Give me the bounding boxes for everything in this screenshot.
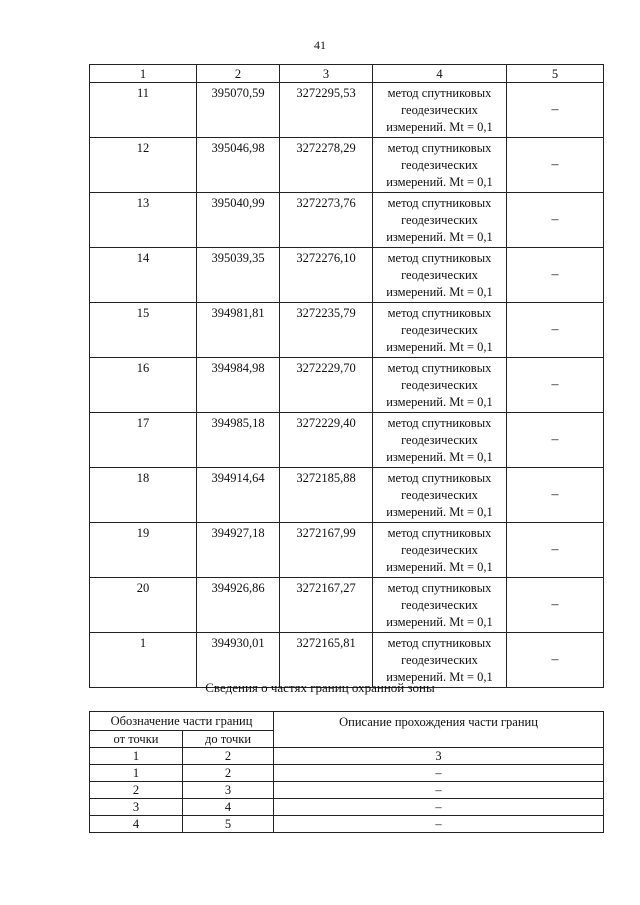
x-coordinate-cell: 394914,64	[197, 468, 280, 523]
method-line: метод спутниковых	[387, 361, 492, 375]
boundary-parts-table	[89, 711, 604, 833]
column-5-cell: –	[507, 578, 604, 633]
table-row	[90, 303, 604, 358]
method-line: измерений. Mt = 0,1	[386, 450, 493, 464]
method-line: геодезических	[401, 158, 478, 172]
description-cell: –	[274, 799, 604, 816]
method-line: геодезических	[401, 103, 478, 117]
method-line: метод спутниковых	[387, 196, 492, 210]
x-coordinate-cell: 394926,86	[197, 578, 280, 633]
method-line: геодезических	[401, 653, 478, 667]
column-5-cell: –	[507, 138, 604, 193]
method-cell	[373, 578, 507, 633]
column-5-cell: –	[507, 468, 604, 523]
y-coordinate-cell: 3272278,29	[280, 138, 373, 193]
from-point-cell: 3	[90, 799, 183, 816]
y-coordinate-cell: 3272167,99	[280, 523, 373, 578]
method-line: метод спутниковых	[387, 141, 492, 155]
method-cell	[373, 193, 507, 248]
column-header-2: 2	[197, 65, 280, 83]
from-point-cell: 1	[90, 765, 183, 782]
column-5-cell: –	[507, 193, 604, 248]
method-line: метод спутниковых	[387, 86, 492, 100]
method-line: геодезических	[401, 213, 478, 227]
method-line: измерений. Mt = 0,1	[386, 230, 493, 244]
method-line: измерений. Mt = 0,1	[386, 615, 493, 629]
method-line: метод спутниковых	[387, 471, 492, 485]
table-row	[90, 193, 604, 248]
method-line: геодезических	[401, 488, 478, 502]
point-number-cell: 20	[90, 578, 197, 633]
table-row	[90, 523, 604, 578]
parts-header-group: Обозначение части границ	[90, 712, 274, 731]
column-5-cell: –	[507, 248, 604, 303]
column-5-cell: –	[507, 83, 604, 138]
description-cell: –	[274, 816, 604, 833]
table-row	[90, 765, 604, 782]
method-line: геодезических	[401, 323, 478, 337]
point-number-cell: 1	[90, 633, 197, 688]
method-cell	[373, 303, 507, 358]
parts-header-from: от точки	[90, 731, 183, 748]
column-header-1: 1	[90, 65, 197, 83]
coordinates-header-row	[90, 65, 604, 83]
method-line: геодезических	[401, 433, 478, 447]
method-line: измерений. Mt = 0,1	[386, 505, 493, 519]
x-coordinate-cell: 394984,98	[197, 358, 280, 413]
method-line: метод спутниковых	[387, 416, 492, 430]
table-row	[90, 816, 604, 833]
parts-header-description: Описание прохождения части границ	[274, 712, 604, 748]
y-coordinate-cell: 3272167,27	[280, 578, 373, 633]
method-line: метод спутниковых	[387, 526, 492, 540]
column-5-cell: –	[507, 523, 604, 578]
column-5-cell: –	[507, 358, 604, 413]
x-coordinate-cell: 395070,59	[197, 83, 280, 138]
column-header-5: 5	[507, 65, 604, 83]
column-header-3: 3	[280, 65, 373, 83]
description-cell: –	[274, 782, 604, 799]
y-coordinate-cell: 3272229,40	[280, 413, 373, 468]
coordinates-table	[89, 64, 604, 688]
coordinates-body	[90, 83, 604, 688]
y-coordinate-cell: 3272229,70	[280, 358, 373, 413]
to-point-cell: 3	[183, 782, 274, 799]
parts-header-row	[90, 712, 604, 731]
parts-header-to: до точки	[183, 731, 274, 748]
x-coordinate-cell: 395046,98	[197, 138, 280, 193]
parts-body	[90, 748, 604, 833]
method-line: геодезических	[401, 598, 478, 612]
column-5-cell: –	[507, 303, 604, 358]
table-row	[90, 578, 604, 633]
method-cell	[373, 468, 507, 523]
y-coordinate-cell: 3272185,88	[280, 468, 373, 523]
page-number: 41	[314, 38, 326, 52]
method-line: геодезических	[401, 268, 478, 282]
point-number-cell: 17	[90, 413, 197, 468]
method-line: измерений. Mt = 0,1	[386, 670, 493, 684]
x-coordinate-cell: 394985,18	[197, 413, 280, 468]
method-line: измерений. Mt = 0,1	[386, 120, 493, 134]
table-row	[90, 799, 604, 816]
method-line: геодезических	[401, 543, 478, 557]
method-line: метод спутниковых	[387, 581, 492, 595]
to-point-cell: 2	[183, 765, 274, 782]
point-number-cell: 13	[90, 193, 197, 248]
point-number-cell: 15	[90, 303, 197, 358]
parts-number-3: 3	[274, 748, 604, 765]
table-row	[90, 358, 604, 413]
table-row	[90, 468, 604, 523]
point-number-cell: 19	[90, 523, 197, 578]
y-coordinate-cell: 3272276,10	[280, 248, 373, 303]
table-row	[90, 413, 604, 468]
method-line: измерений. Mt = 0,1	[386, 175, 493, 189]
method-line: измерений. Mt = 0,1	[386, 340, 493, 354]
from-point-cell: 4	[90, 816, 183, 833]
method-line: метод спутниковых	[387, 306, 492, 320]
table-row	[90, 248, 604, 303]
method-line: метод спутниковых	[387, 636, 492, 650]
method-cell	[373, 358, 507, 413]
point-number-cell: 12	[90, 138, 197, 193]
method-line: метод спутниковых	[387, 251, 492, 265]
y-coordinate-cell: 3272273,76	[280, 193, 373, 248]
point-number-cell: 14	[90, 248, 197, 303]
parts-number-row	[90, 748, 604, 765]
method-line: измерений. Mt = 0,1	[386, 560, 493, 574]
table-row	[90, 138, 604, 193]
method-cell	[373, 138, 507, 193]
parts-number-1: 1	[90, 748, 183, 765]
x-coordinate-cell: 395040,99	[197, 193, 280, 248]
point-number-cell: 18	[90, 468, 197, 523]
parts-number-2: 2	[183, 748, 274, 765]
section-title: Сведения о частях границ охранной зоны	[205, 680, 435, 695]
column-5-cell: –	[507, 633, 604, 688]
y-coordinate-cell: 3272165,81	[280, 633, 373, 688]
method-cell	[373, 83, 507, 138]
method-cell	[373, 523, 507, 578]
column-5-cell: –	[507, 413, 604, 468]
column-header-4: 4	[373, 65, 507, 83]
point-number-cell: 16	[90, 358, 197, 413]
point-number-cell: 11	[90, 83, 197, 138]
description-cell: –	[274, 765, 604, 782]
table-row	[90, 83, 604, 138]
x-coordinate-cell: 394927,18	[197, 523, 280, 578]
to-point-cell: 5	[183, 816, 274, 833]
x-coordinate-cell: 394930,01	[197, 633, 280, 688]
from-point-cell: 2	[90, 782, 183, 799]
y-coordinate-cell: 3272235,79	[280, 303, 373, 358]
table-row	[90, 782, 604, 799]
x-coordinate-cell: 394981,81	[197, 303, 280, 358]
method-line: измерений. Mt = 0,1	[386, 395, 493, 409]
method-cell	[373, 248, 507, 303]
to-point-cell: 4	[183, 799, 274, 816]
method-cell	[373, 413, 507, 468]
method-line: геодезических	[401, 378, 478, 392]
x-coordinate-cell: 395039,35	[197, 248, 280, 303]
y-coordinate-cell: 3272295,53	[280, 83, 373, 138]
method-line: измерений. Mt = 0,1	[386, 285, 493, 299]
